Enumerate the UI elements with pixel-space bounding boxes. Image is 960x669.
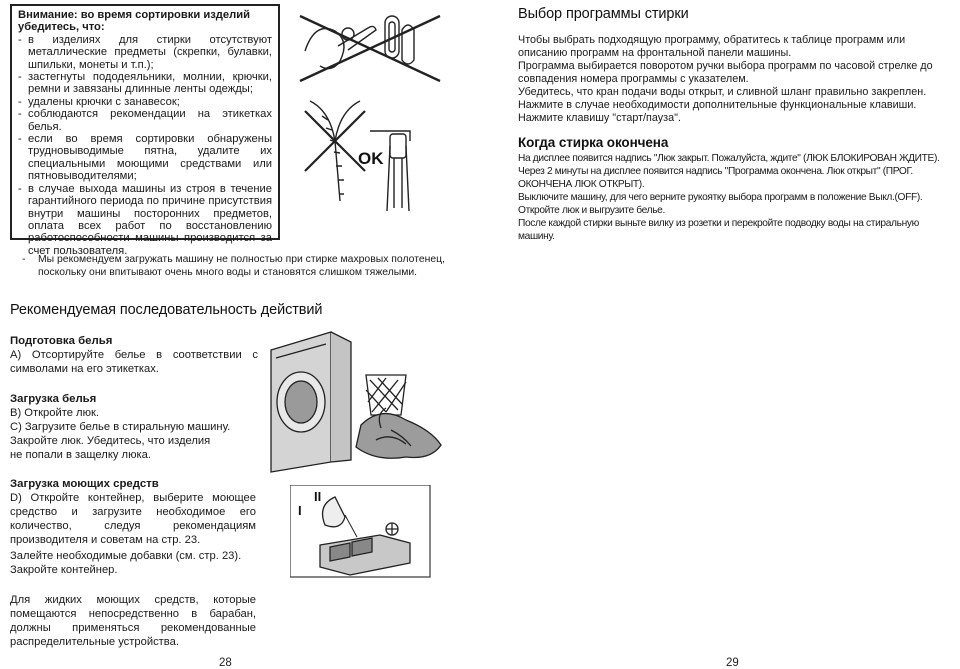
note	[22, 253, 448, 279]
list-item: - в случае выхода машины из строя в течение гарантийного периода по причине присутствия внутри машины посторонних предметов, оплата всех работ по восстановлению работоспособности машины производится за счет пользователя.	[18, 183, 272, 257]
program-paragraph: Программа выбирается поворотом ручки выбора программ по часовой стрелке до совпадения номера программы с указателем.	[518, 60, 933, 85]
finish-paragraph: После каждой стирки выньте вилку из розетки и перекройте подводку воды на стиральную машину.	[518, 218, 919, 242]
prep-title: Подготовка белья	[10, 335, 113, 347]
finish-paragraph: Через 2 минуты на дисплее появится надпись "Программа окончена. Люк открыт" (ПРОГ. ОКОНЧЕНА ЛЮК ОТКРЫТ).	[518, 166, 913, 190]
load-line: C) Загрузите белье в стиральную машину.	[10, 421, 231, 433]
load-line: не попали в защелку люка.	[10, 449, 151, 461]
washing-machine-illustration	[266, 330, 446, 475]
program-paragraph: Убедитесь, что кран подачи воды открыт, и сливной шланг правильно закреплен.	[518, 86, 927, 98]
note-text: Мы рекомендуем загружать машину не полностью при стирке махровых полотенец, поскольку они впитывают очень много воды и становятся слишком тяжелыми.	[38, 254, 445, 278]
detergent-title: Загрузка моющих средств	[10, 478, 159, 490]
metal-objects-illustration	[290, 6, 460, 216]
finish-title: Когда стирка окончена	[518, 135, 669, 150]
load-line: Закройте люк. Убедитесь, что изделия	[10, 435, 211, 447]
list-item: - если во время сортировки обнаружены трудновыводимые пятна, удалите их специальными моющими средствами или пятновыводителями;	[18, 133, 272, 183]
warning-list	[18, 34, 272, 257]
list-item: - застегнуты пододеяльники, молнии, крючки, ремни и завязаны длинные ленты одежды;	[18, 71, 272, 96]
program-title: Выбор программы стирки	[518, 6, 689, 22]
finish-paragraph: На дисплее появится надпись "Люк закрыт. Пожалуйста, ждите" (ЛЮК БЛОКИРОВАН ЖДИТЕ).	[518, 153, 940, 164]
list-item: - соблюдаются рекомендации на этикетках белья.	[18, 108, 272, 133]
finish-paragraph: Откройте люк и выгрузите белье.	[518, 205, 665, 216]
detergent-drawer-illustration	[290, 485, 440, 585]
finish-text	[518, 152, 952, 243]
program-paragraph: Нажмите клавишу "старт/пауза".	[518, 112, 681, 124]
load-line: B) Откройте люк.	[10, 407, 99, 419]
program-paragraph: Нажмите в случае необходимости дополнительные функциональные клавиши.	[518, 99, 917, 111]
prep-text: A) Отсортируйте белье в соответствии с символами на его этикетках.	[10, 349, 258, 375]
compartment-1-label: I	[298, 503, 302, 518]
list-item: - удалены крючки с занавесок;	[18, 96, 272, 108]
note-dash: -	[22, 254, 26, 265]
liquid-text: Для жидких моющих средств, которые помещаются непосредственно в барабан, должны применяться рекомендованные распределительные устройства.	[10, 594, 256, 648]
warning-box	[10, 4, 280, 257]
detergent-text: D) Откройте контейнер, выберите моющее средство и загрузите необходимое его количество, следуя рекомендациям производителя и советам на стр. 23.	[10, 492, 256, 546]
ok-label: OK	[358, 149, 384, 168]
finish-paragraph: Выключите машину, для чего верните рукоятку выбора программ в положение Выкл.(OFF).	[518, 192, 923, 203]
sequence-title: Рекомендуемая последовательность действий	[10, 302, 323, 318]
list-item: - в изделиях для стирки отсутствуют металлические предметы (скрепки, булавки, шпильки, монеты и т.п.);	[18, 34, 272, 71]
program-text	[518, 34, 952, 125]
detergent-line: Залейте необходимые добавки (см. стр. 23).	[10, 550, 242, 562]
page-number-left: 28	[219, 657, 232, 669]
program-paragraph: Чтобы выбрать подходящую программу, обратитесь к таблице программ или описанию программ на фронтальной панели машины.	[518, 34, 906, 59]
compartment-2-label: II	[314, 489, 322, 504]
load-title: Загрузка белья	[10, 393, 97, 405]
warning-title: Внимание: во время сортировки изделий убедитесь, что:	[18, 9, 250, 34]
page-number-right: 29	[726, 657, 739, 669]
detergent-line: Закройте контейнер.	[10, 564, 118, 576]
